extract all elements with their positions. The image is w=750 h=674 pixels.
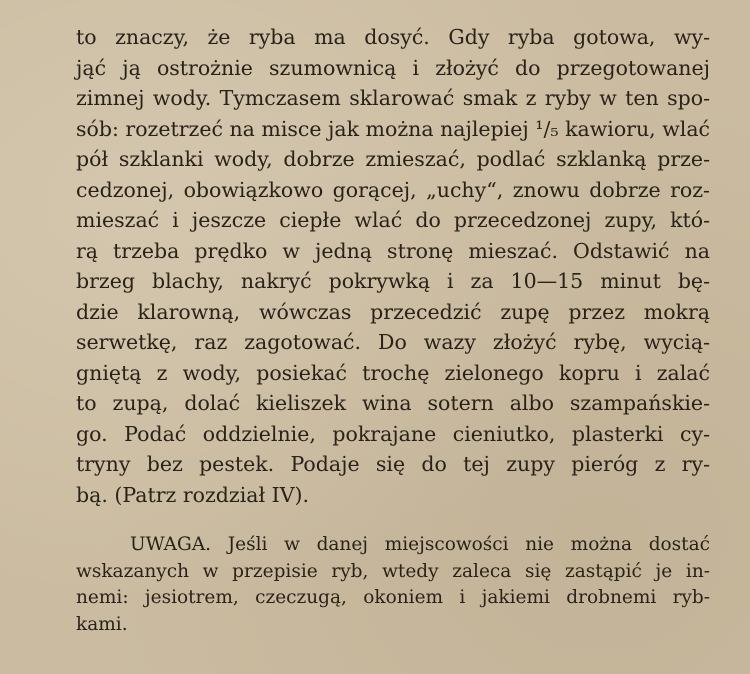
text-line: gniętą z wody, posiekać trochę zielonego kopru i zalać: [76, 360, 710, 385]
note-line: wskazanych w przepisie ryb, wtedy zaleca się zastąpić je in-: [76, 560, 710, 582]
main-paragraph: [76, 22, 710, 510]
text-line: rą trzeba prędko w jedną stronę mieszać. Odstawić na: [76, 238, 710, 263]
text-line: serwetkę, raz zagotować. Do wazy złożyć rybę, wycią-: [76, 330, 710, 354]
recipe-text: [76, 22, 710, 638]
text-line: bą. (Patrz rozdział IV).: [76, 482, 310, 507]
text-line: mieszać i jeszcze ciepłe wlać do przecedzonej zupy, któ-: [76, 208, 710, 232]
paragraph-gap: [76, 510, 710, 532]
text-line: go. Podać oddzielnie, pokrajane cieniutko, plasterki cy-: [76, 421, 710, 446]
note-line: kami.: [76, 613, 128, 635]
text-line: to zupą, dolać kieliszek wina sotern albo szampańskie-: [76, 391, 710, 415]
note-paragraph: [76, 532, 710, 638]
text-line: to znaczy, że ryba ma dosyć. Gdy ryba gotowa, wy-: [76, 25, 710, 49]
text-line: jąć ją ostrożnie szumownicą i złożyć do przegotowanej: [76, 55, 710, 80]
note-line: nemi: jesiotrem, czeczugą, okoniem i jakiemi drobnemi ryb-: [76, 587, 710, 608]
text-line: pół szklanki wody, dobrze zmieszać, podlać szklanką prze-: [76, 147, 710, 171]
text-line: brzeg blachy, nakryć pokrywką i za 10—15 minut bę-: [76, 269, 710, 293]
text-line: zimnej wody. Tymczasem sklarować smak z ryby w ten spo-: [76, 86, 710, 110]
text-line: sób: rozetrzeć na misce jak można najlepiej ¹/₅ kawioru, wlać: [76, 116, 711, 141]
text-line: cedzonej, obowiązkowo gorącej, „uchy“, znowu dobrze roz-: [76, 177, 710, 202]
note-line: UWAGA. Jeśli w danej miejscowości nie można dostać: [130, 534, 710, 555]
text-line: dzie klarowną, wówczas przecedzić zupę przez mokrą: [76, 299, 710, 324]
text-line: tryny bez pestek. Podaje się do tej zupy pieróg z ry-: [76, 452, 710, 476]
